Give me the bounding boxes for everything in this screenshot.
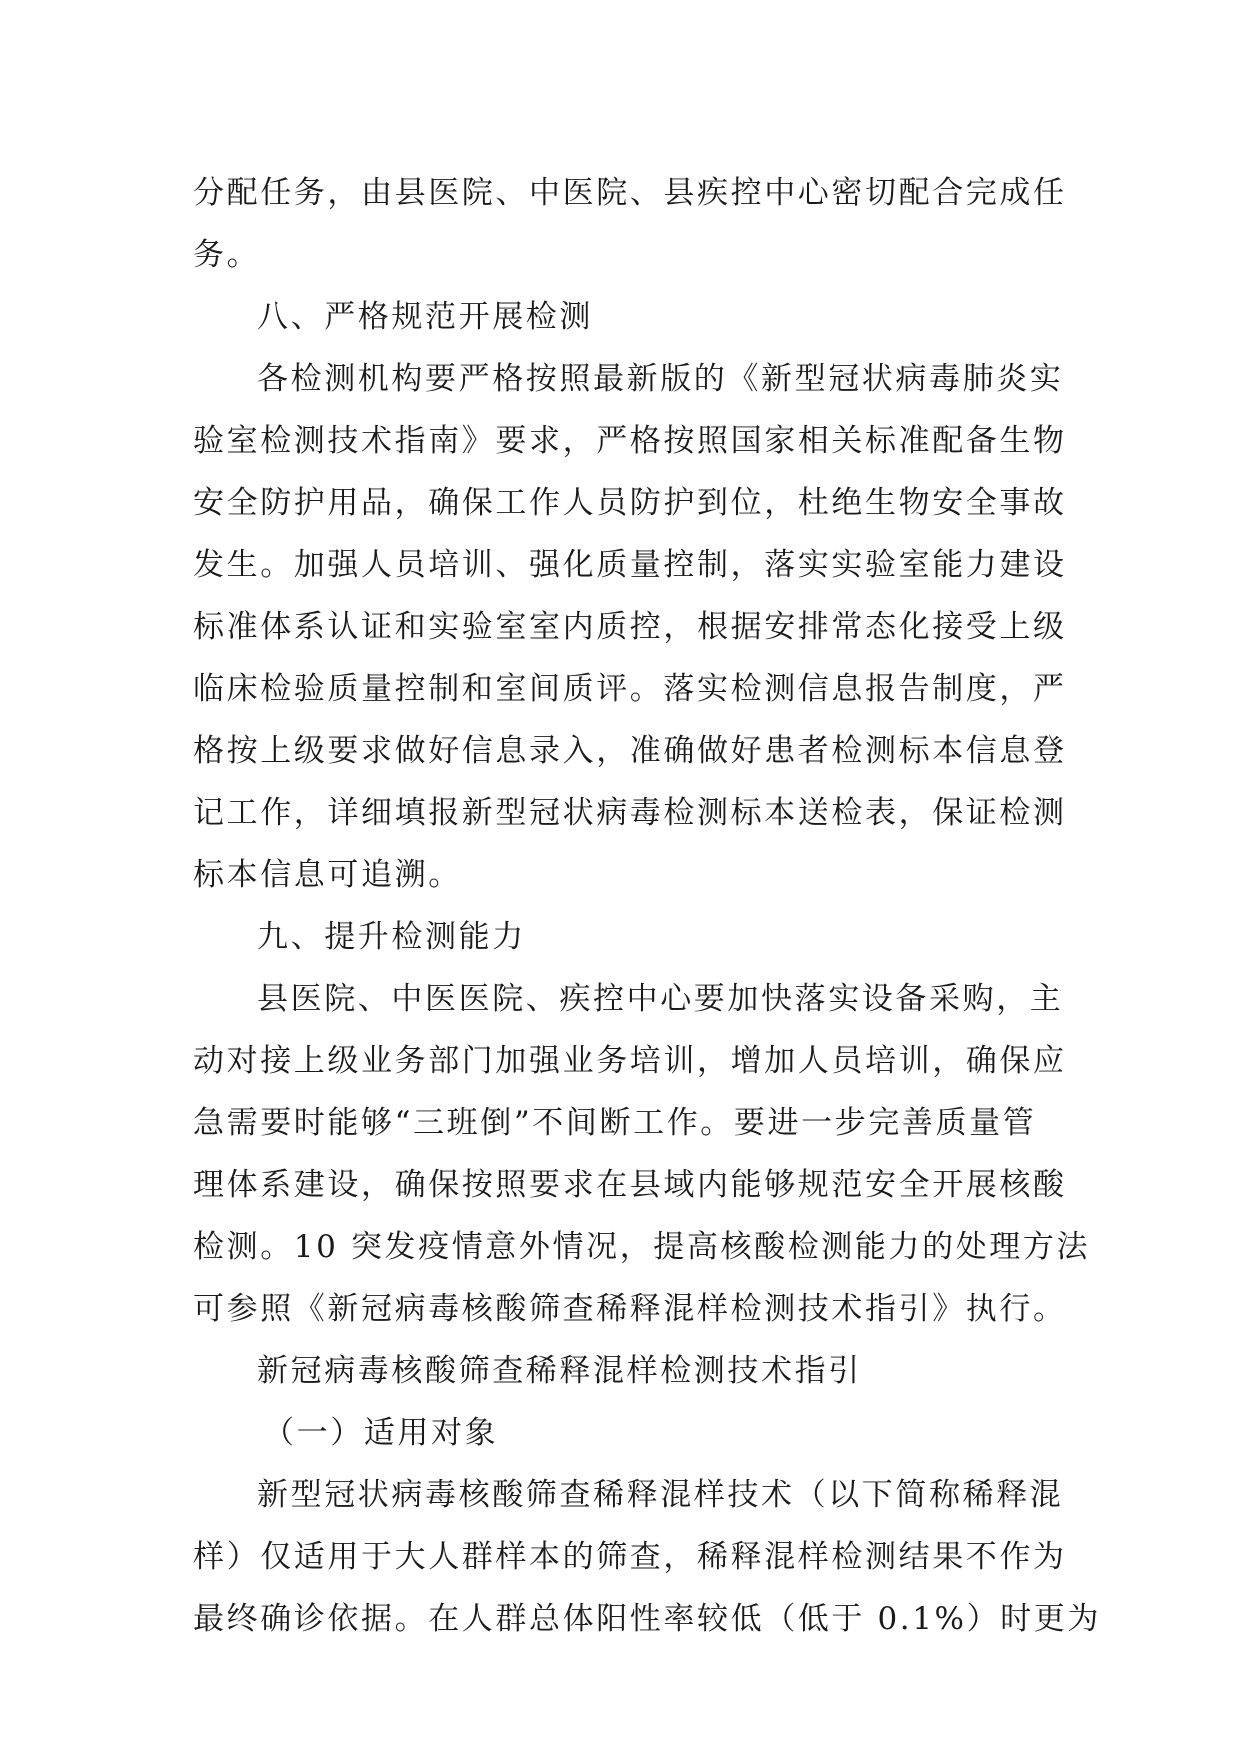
text-line: 安全防护用品，确保工作人员防护到位，杜绝生物安全事故 xyxy=(193,485,1067,521)
section-heading: 八、严格规范开展检测 xyxy=(257,299,593,335)
text-line: 发生。加强人员培训、强化质量控制，落实实验室能力建设 xyxy=(193,547,1067,583)
text-line: 动对接上级业务部门加强业务培训，增加人员培训，确保应 xyxy=(193,1043,1067,1079)
document-page xyxy=(193,162,1102,1650)
text-line: 格按上级要求做好信息录入，准确做好患者检测标本信息登 xyxy=(193,733,1067,769)
text-line: 检测。10 突发疫情意外情况，提高核酸检测能力的处理方法 xyxy=(193,1229,1091,1265)
text-line: 样）仅适用于大人群样本的筛查，稀释混样检测结果不作为 xyxy=(193,1539,1067,1575)
text-line: 县医院、中医医院、疾控中心要加快落实设备采购，主 xyxy=(257,981,1064,1017)
text-line: 理体系建设，确保按照要求在县域内能够规范安全开展核酸 xyxy=(193,1167,1067,1203)
text-line: 可参照《新冠病毒核酸筛查稀释混样检测技术指引》执行。 xyxy=(193,1291,1067,1327)
text-line: 标准体系认证和实验室室内质控，根据安排常态化接受上级 xyxy=(193,609,1067,645)
text-line: 标本信息可追溯。 xyxy=(193,857,462,893)
section-heading: 九、提升检测能力 xyxy=(257,919,526,955)
text-line: 记工作，详细填报新型冠状病毒检测标本送检表，保证检测 xyxy=(193,795,1067,831)
text-line: 最终确诊依据。在人群总体阳性率较低（低于 0.1%）时更为 xyxy=(193,1601,1102,1637)
subsection-title: 新冠病毒核酸筛查稀释混样检测技术指引 xyxy=(257,1353,862,1389)
text-line: 务。 xyxy=(193,237,261,273)
text-line: 临床检验质量控制和室间质评。落实检测信息报告制度，严 xyxy=(193,671,1067,707)
subsection-heading: （一）适用对象 xyxy=(263,1415,499,1451)
text-line: 分配任务，由县医院、中医院、县疾控中心密切配合完成任 xyxy=(193,175,1067,211)
text-line: 验室检测技术指南》要求，严格按照国家相关标准配备生物 xyxy=(193,423,1067,459)
text-line: 各检测机构要严格按照最新版的《新型冠状病毒肺炎实 xyxy=(257,361,1064,397)
text-line: 急需要时能够“三班倒”不间断工作。要进一步完善质量管 xyxy=(193,1105,1037,1141)
text-line: 新型冠状病毒核酸筛查稀释混样技术（以下简称稀释混 xyxy=(257,1477,1064,1513)
